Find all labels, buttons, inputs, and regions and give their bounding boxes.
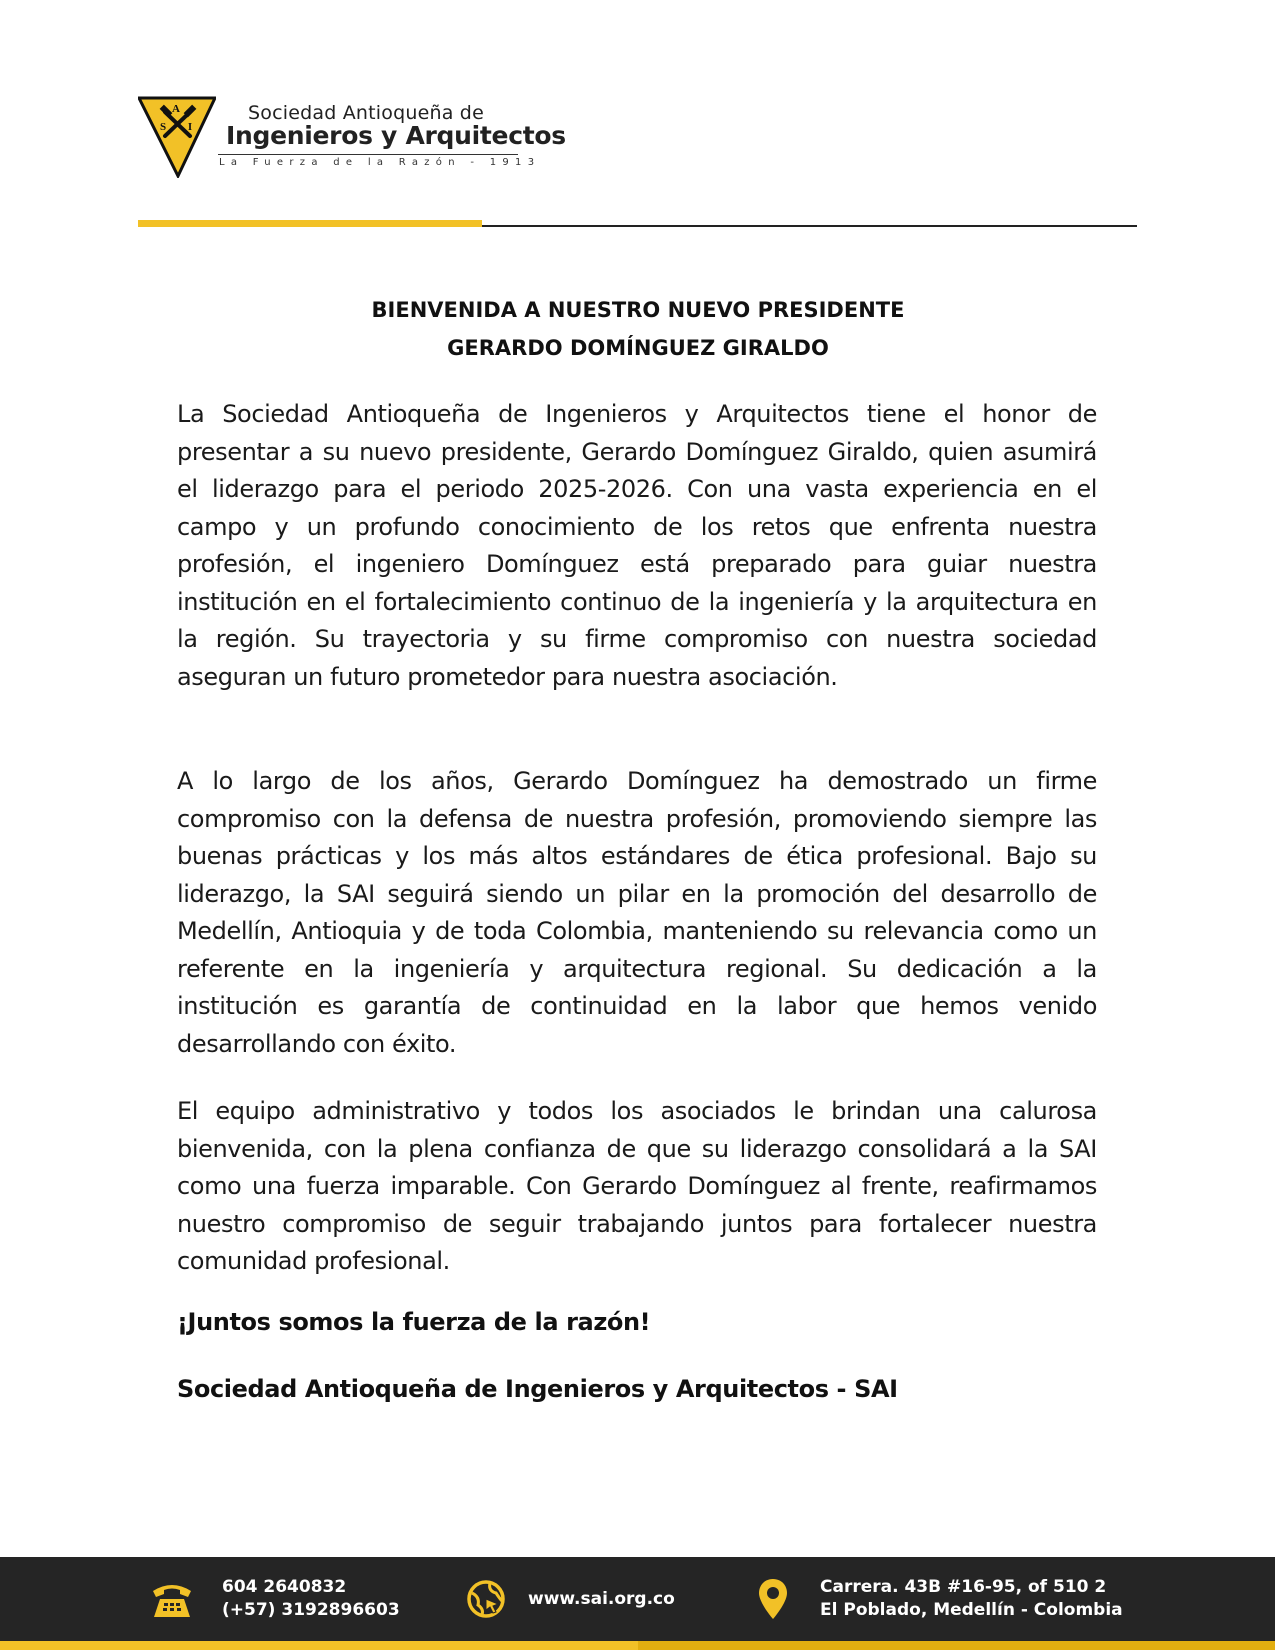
footer-accent-stripe-dark bbox=[638, 1641, 1275, 1650]
footer-phone bbox=[150, 1557, 400, 1641]
address bbox=[820, 1576, 1123, 1622]
globe-cursor-icon bbox=[466, 1579, 506, 1619]
sai-logo bbox=[138, 92, 566, 182]
logo-line2: Ingenieros y Arquitectos bbox=[226, 121, 566, 150]
website-link[interactable]: www.sai.org.co bbox=[528, 1588, 675, 1609]
address-line1: Carrera. 43B #16-95, of 510 2 bbox=[820, 1577, 1107, 1597]
paragraph-1 bbox=[177, 396, 1097, 696]
paragraph-2 bbox=[177, 763, 1097, 1063]
motto: ¡Juntos somos la fuerza de la razón! bbox=[177, 1308, 651, 1336]
phone-1[interactable]: 604 2640832 bbox=[222, 1577, 347, 1597]
address-line2: El Poblado, Medellín - Colombia bbox=[820, 1600, 1123, 1620]
footer bbox=[0, 1557, 1275, 1650]
map-pin-icon bbox=[758, 1578, 788, 1620]
footer-website bbox=[466, 1557, 675, 1641]
sai-triangle-emblem bbox=[138, 96, 216, 178]
phone-2[interactable]: (+57) 3192896603 bbox=[222, 1600, 400, 1620]
logo-tagline: La Fuerza de la Razón - 1913 bbox=[219, 157, 541, 168]
logo-initial-i: I bbox=[187, 121, 193, 133]
logo-rule bbox=[218, 154, 518, 155]
footer-address bbox=[758, 1557, 1123, 1641]
paragraph-3-text: El equipo administrativo y todos los asociados le brindan una calurosa bienvenida, con la plena confianza de que su liderazgo consolidará a la SAI como una fuerza imparable. Con Gerardo Domínguez al frente, reafirmamos nuestro compromiso de seguir trabajando juntos para fortalecer nuestra comunidad profesional. bbox=[177, 1097, 1097, 1275]
logo-initial-a: A bbox=[172, 103, 180, 115]
logo-line1: Sociedad Antioqueña de bbox=[248, 102, 484, 124]
signature: Sociedad Antioqueña de Ingenieros y Arquitectos - SAI bbox=[177, 1375, 898, 1403]
document-title-line1: BIENVENIDA A NUESTRO NUEVO PRESIDENTE bbox=[371, 298, 905, 322]
document-title-line2: GERARDO DOMÍNGUEZ GIRALDO bbox=[447, 336, 829, 360]
telephone-icon bbox=[150, 1579, 194, 1619]
header-divider-line bbox=[482, 225, 1137, 227]
paragraph-2-text: A lo largo de los años, Gerardo Domínguez ha demostrado un firme compromiso con la defensa de nuestra profesión, promoviendo siempre las buenas prácticas y los más altos estándares de ética profesional. Bajo su liderazgo, la SAI seguirá siendo un pilar en la promoción del desarrollo de Medellín, Antioquia y de toda Colombia, manteniendo su relevancia como un referente en la ingeniería y arquitectura regional. Su dedicación a la institución es garantía de continuidad en la labor que hemos venido desarrollando con éxito. bbox=[177, 767, 1097, 1058]
header-divider-accent bbox=[138, 220, 482, 227]
paragraph-3 bbox=[177, 1093, 1097, 1281]
logo-initial-s: S bbox=[159, 121, 167, 133]
paragraph-1-text: La Sociedad Antioqueña de Ingenieros y Arquitectos tiene el honor de presentar a su nuevo presidente, Gerardo Domínguez Giraldo, quien asumirá el liderazgo para el periodo 2025-2026. Con una vasta experiencia en el campo y un profundo conocimiento de los retos que enfrenta nuestra profesión, el ingeniero Domínguez está preparado para guiar nuestra institución en el fortalecimiento continuo de la ingeniería y la arquitectura en la región. Su trayectoria y su firme compromiso con nuestra sociedad aseguran un futuro prometedor para nuestra asociación. bbox=[177, 400, 1097, 691]
phone-numbers bbox=[222, 1576, 400, 1622]
